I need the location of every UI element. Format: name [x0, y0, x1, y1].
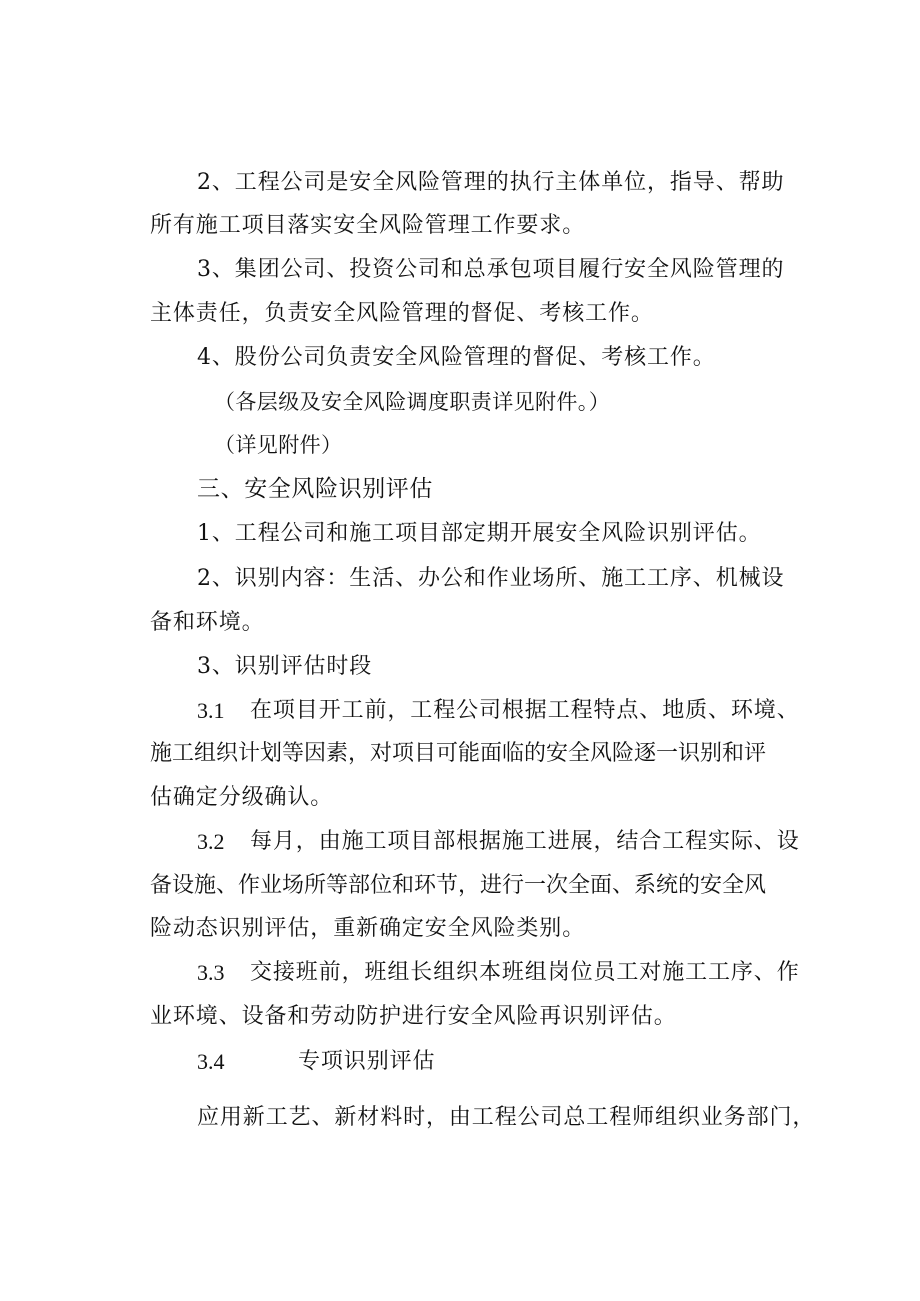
paragraph-line: 3、识别评估时段: [197, 654, 373, 679]
paragraph-line: 主体责任，负责安全风险管理的督促、考核工作。: [150, 301, 654, 326]
section-number: 3.2: [197, 829, 225, 854]
paragraph-line: 专项识别评估: [298, 1049, 436, 1074]
paragraph-line: 施工组织计划等因素，对项目可能面临的安全风险逐一识别和评: [150, 741, 767, 766]
paragraph-line: 估确定分级确认。: [150, 785, 334, 810]
paragraph-line: 险动态识别评估，重新确定安全风险类别。: [150, 916, 586, 941]
paragraph-line: 1、工程公司和施工项目部定期开展安全风险识别评估。: [197, 521, 762, 546]
section-number: 3.4: [197, 1049, 225, 1074]
section-heading: 三、安全风险识别评估: [197, 476, 433, 502]
paragraph-line: 2、识别内容：生活、办公和作业场所、施工工序、机械设: [197, 566, 785, 591]
paragraph-line: 所有施工项目落实安全风险管理工作要求。: [150, 213, 586, 238]
paragraph-line: 2、工程公司是安全风险管理的执行主体单位，指导、帮助: [197, 170, 785, 195]
paragraph-line: 4、股份公司负责安全风险管理的督促、考核工作。: [197, 345, 716, 370]
annotation-line: （各层级及安全风险调度职责详见附件。）: [214, 390, 611, 414]
section-number: 3.1: [197, 698, 225, 723]
paragraph-line: 每月，由施工项目部根据施工进展，结合工程实际、设: [250, 829, 800, 854]
paragraph-line: 应用新工艺、新材料时，由工程公司总工程师组织业务部门，: [197, 1105, 816, 1130]
section-number: 3.3: [197, 960, 225, 985]
paragraph-line: 交接班前，班组长组织本班组岗位员工对施工工序、作: [250, 960, 800, 985]
paragraph-line: 备设施、作业场所等部位和环节，进行一次全面、系统的安全风: [150, 873, 767, 898]
annotation-line: （详见附件）: [214, 433, 343, 457]
paragraph-line: 在项目开工前，工程公司根据工程特点、地质、环境、: [250, 698, 800, 723]
paragraph-line: 备和环境。: [150, 610, 265, 635]
paragraph-line: 3、集团公司、投资公司和总承包项目履行安全风险管理的: [197, 257, 785, 282]
paragraph-line: 业环境、设备和劳动防护进行安全风险再识别评估。: [150, 1004, 677, 1029]
